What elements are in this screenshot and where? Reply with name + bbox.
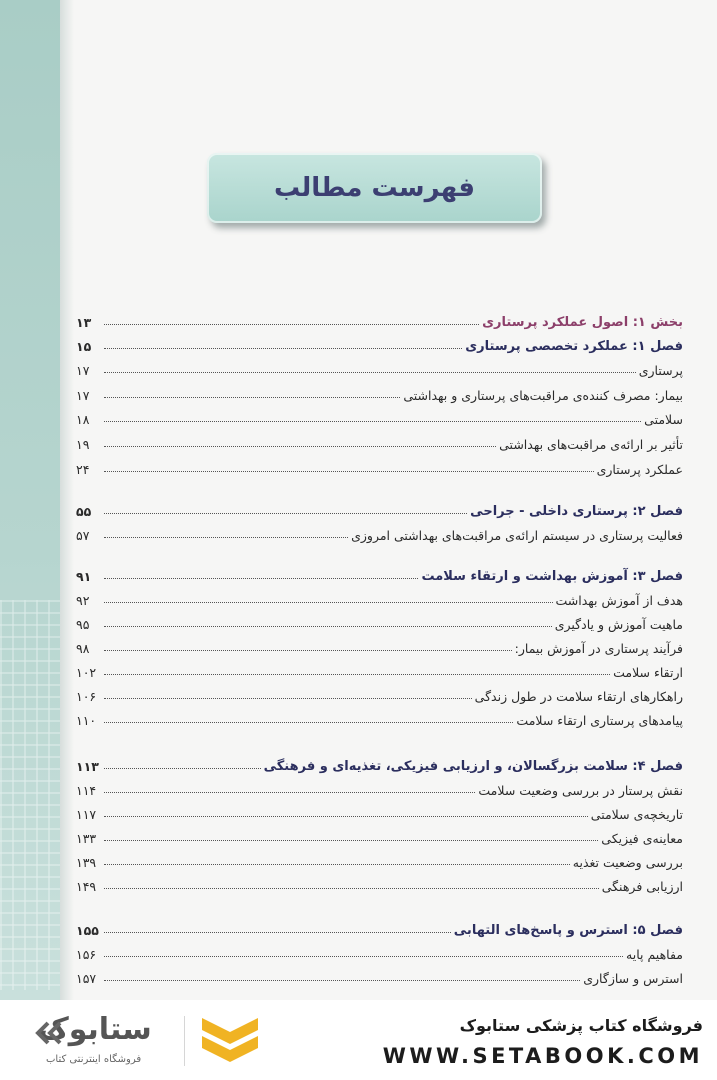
toc-row bbox=[76, 455, 683, 477]
toc-row bbox=[76, 610, 683, 632]
page-title: فهرست مطالب bbox=[274, 173, 475, 203]
toc-page-number: ۱۳ bbox=[76, 315, 92, 330]
toc-row bbox=[76, 800, 683, 822]
toc-leader-dots bbox=[104, 372, 636, 373]
toc-leader-dots bbox=[104, 816, 588, 817]
toc-page-number: ۱۰۶ bbox=[76, 689, 97, 704]
toc-page-number: ۱۵۶ bbox=[76, 947, 97, 962]
toc-row bbox=[76, 872, 683, 894]
toc-entry-label: ارزیابی فرهنگی bbox=[601, 879, 683, 894]
toc-leader-dots bbox=[104, 348, 462, 349]
page-gutter-shadow bbox=[60, 0, 74, 1000]
toc-row bbox=[76, 381, 683, 403]
toc-page-number: ۱۱۳ bbox=[76, 759, 99, 774]
toc-leader-dots bbox=[104, 864, 570, 865]
toc-page-number: ۱۰۲ bbox=[76, 665, 97, 680]
toc-leader-dots bbox=[104, 650, 512, 651]
toc-row bbox=[76, 356, 683, 378]
toc-row bbox=[76, 940, 683, 962]
toc-leader-dots bbox=[104, 397, 400, 398]
toc-row bbox=[76, 634, 683, 656]
toc-row bbox=[76, 682, 683, 704]
toc-row bbox=[76, 752, 683, 774]
toc-page-number: ۱۵ bbox=[76, 339, 92, 354]
toc-entry-label: فصل ۲: پرستاری داخلی - جراحی bbox=[470, 504, 683, 519]
toc-page-number: ۵۵ bbox=[76, 504, 92, 519]
footer-banner bbox=[0, 1000, 717, 1080]
toc-row bbox=[76, 706, 683, 728]
toc-row bbox=[76, 964, 683, 986]
toc-leader-dots bbox=[104, 446, 496, 447]
toc-row bbox=[76, 332, 683, 354]
logo-tagline: فروشگاه اینترنتی کتاب bbox=[46, 1054, 142, 1065]
toc-entry-label: پرستاری bbox=[638, 363, 683, 378]
toc-leader-dots bbox=[104, 980, 580, 981]
chevron-left-icon bbox=[34, 1020, 64, 1046]
toc-entry-label: تاریخچه‌ی سلامتی bbox=[590, 807, 683, 822]
toc-row bbox=[76, 405, 683, 427]
toc-entry-label: عملکرد پرستاری bbox=[596, 462, 683, 477]
toc-entry-label: هدف از آموزش بهداشت bbox=[555, 593, 683, 608]
toc-page-number: ۱۳۳ bbox=[76, 831, 97, 846]
toc-entry-label: مفاهیم پایه bbox=[626, 947, 683, 962]
toc-leader-dots bbox=[104, 578, 418, 579]
toc-row bbox=[76, 562, 683, 584]
toc-entry-label: فصل ۱: عملکرد تخصصی پرستاری bbox=[465, 339, 683, 354]
toc-entry-label: فصل ۳: آموزش بهداشت و ارتقاء سلامت bbox=[421, 569, 683, 584]
toc-entry-label: ارتقاء سلامت bbox=[613, 665, 683, 680]
toc-entry-label: فصل ۴: سلامت بزرگسالان، و ارزیابی فیزیکی، تغذیه‌ای و فرهنگی bbox=[263, 759, 683, 774]
toc-entry-label: نقش پرستار در بررسی وضعیت سلامت bbox=[478, 783, 683, 798]
toc-page-number: ۱۳۹ bbox=[76, 855, 97, 870]
website-link[interactable]: WWW.SETABOOK.COM bbox=[382, 1044, 703, 1068]
toc-entry-label: بیمار: مصرف کننده‌ی مراقبت‌های پرستاری و بهداشتی bbox=[403, 388, 683, 403]
toc-leader-dots bbox=[104, 698, 472, 699]
setabook-logo-icon bbox=[196, 1010, 264, 1072]
toc-row bbox=[76, 776, 683, 798]
toc-page-number: ۲۴ bbox=[76, 462, 90, 477]
title-box bbox=[207, 153, 542, 223]
toc-leader-dots bbox=[104, 626, 552, 627]
toc-row bbox=[76, 916, 683, 938]
toc-entry-label: تأثیر بر ارائه‌ی مراقبت‌های بهداشتی bbox=[499, 437, 683, 452]
toc-page-number: ۹۱ bbox=[76, 569, 92, 584]
toc-leader-dots bbox=[104, 513, 467, 514]
toc-leader-dots bbox=[104, 956, 623, 957]
store-name: فروشگاه کتاب پزشکی ستابوک bbox=[459, 1016, 703, 1035]
toc-page-number: ۹۵ bbox=[76, 617, 90, 632]
toc-leader-dots bbox=[104, 421, 641, 422]
toc-leader-dots bbox=[104, 932, 451, 933]
toc-leader-dots bbox=[104, 602, 553, 603]
toc-page-number: ۱۱۷ bbox=[76, 807, 97, 822]
toc-page-number: ۱۱۰ bbox=[76, 713, 97, 728]
toc-entry-label: سلامتی bbox=[644, 412, 683, 427]
toc-leader-dots bbox=[104, 840, 598, 841]
toc-page-number: ۵۷ bbox=[76, 528, 90, 543]
toc-leader-dots bbox=[104, 768, 261, 769]
toc-entry-label: فرآیند پرستاری در آموزش بیمار: bbox=[514, 641, 683, 656]
toc-page-number: ۱۵۷ bbox=[76, 971, 97, 986]
toc-leader-dots bbox=[104, 471, 594, 472]
toc-leader-dots bbox=[104, 324, 479, 325]
toc-entry-label: ماهیت آموزش و یادگیری bbox=[554, 617, 683, 632]
toc-row bbox=[76, 308, 683, 330]
toc-page-number: ۱۷ bbox=[76, 363, 90, 378]
logo-divider bbox=[184, 1016, 185, 1066]
toc-page-number: ۱۷ bbox=[76, 388, 90, 403]
toc-page-number: ۱۱۴ bbox=[76, 783, 97, 798]
toc-entry-label: معاینه‌ی فیزیکی bbox=[601, 831, 683, 846]
toc-entry-label: فصل ۵: استرس و پاسخ‌های التهابی bbox=[453, 923, 683, 938]
toc-entry-label: بخش ۱: اصول عملکرد پرستاری bbox=[482, 315, 683, 330]
toc-row bbox=[76, 497, 683, 519]
logo-wordmark: ستابوک bbox=[38, 1012, 152, 1047]
toc-leader-dots bbox=[104, 792, 475, 793]
toc-leader-dots bbox=[104, 674, 610, 675]
toc-row bbox=[76, 521, 683, 543]
toc-entry-label: بررسی وضعیت تغذیه bbox=[572, 855, 683, 870]
toc-leader-dots bbox=[104, 537, 348, 538]
toc-leader-dots bbox=[104, 888, 599, 889]
decorative-grid-pattern bbox=[0, 600, 60, 990]
toc-entry-label: راهکارهای ارتقاء سلامت در طول زندگی bbox=[474, 689, 683, 704]
toc-page-number: ۱۸ bbox=[76, 412, 90, 427]
toc-page-number: ۹۸ bbox=[76, 641, 90, 656]
toc-row bbox=[76, 848, 683, 870]
toc-page-number: ۱۵۵ bbox=[76, 923, 99, 938]
toc-page-number: ۱۹ bbox=[76, 437, 90, 452]
toc-row bbox=[76, 430, 683, 452]
toc-page-number: ۹۲ bbox=[76, 593, 90, 608]
toc-row bbox=[76, 824, 683, 846]
toc-entry-label: پیامدهای پرستاری ارتقاء سلامت bbox=[516, 713, 683, 728]
toc-page-number: ۱۴۹ bbox=[76, 879, 97, 894]
toc-entry-label: استرس و سازگاری bbox=[583, 971, 683, 986]
toc-leader-dots bbox=[104, 722, 513, 723]
toc-entry-label: فعالیت پرستاری در سیستم ارائه‌ی مراقبت‌های بهداشتی امروزی bbox=[351, 528, 683, 543]
toc-row bbox=[76, 586, 683, 608]
toc-row bbox=[76, 658, 683, 680]
